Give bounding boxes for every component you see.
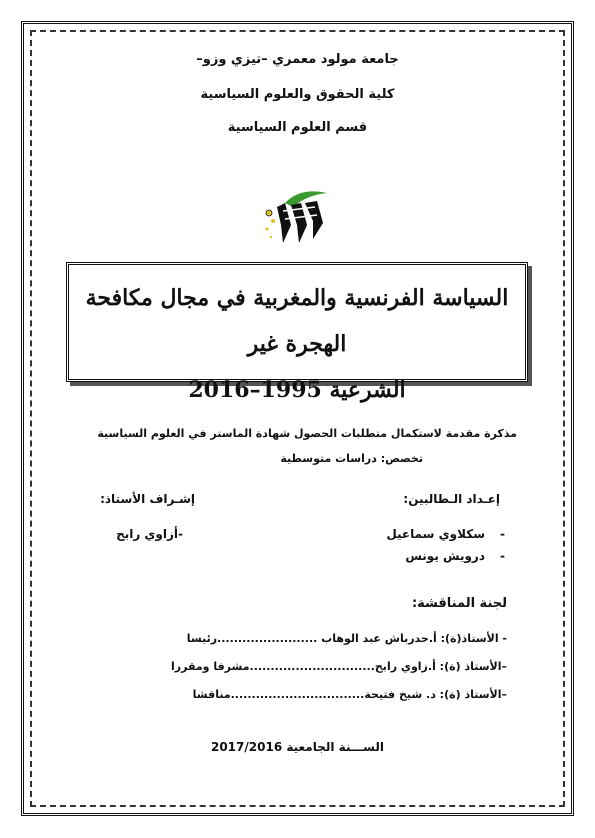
specialization: تخصص: دراسات متوسطية: [280, 452, 423, 465]
department-name: قسم العلوم السياسية: [227, 120, 368, 135]
university-logo: [255, 185, 335, 245]
thesis-title-line1: السياسة الفرنسية والمغربية في مجال مكافحة الهجرة غير: [85, 285, 509, 357]
thesis-title-box: [66, 262, 528, 403]
student-name-2: درويش يونس: [405, 549, 485, 563]
student-name-1: سكلاوي سماعيل: [386, 527, 485, 541]
committee-member-2: –الأستاذ (ة): أ.زاوي رابح..............................مشرفا ومقررا: [171, 660, 507, 673]
academic-year: الســـنة الجامعية 2017/2016: [210, 740, 384, 754]
student-bullet: -: [500, 527, 505, 541]
student-bullet: -: [500, 549, 505, 563]
supervisor-name: -أزاوي رابح: [116, 527, 183, 541]
thesis-title-line2: الشرعية 1995–2016: [188, 377, 406, 403]
students-label: إعـداد الـطالبين:: [403, 492, 500, 506]
faculty-name: كلية الحقوق والعلوم السياسية: [200, 87, 395, 102]
committee-member-3: –الأستاذ (ة): د. شيخ فتيحة................................مناقشا: [192, 688, 507, 701]
thesis-title: [69, 275, 525, 413]
memo-description: مذكرة مقدمة لاستكمال متطلبات الحصول شهادة الماستر في العلوم السياسية: [97, 427, 517, 440]
university-name: جامعة مولود معمري –تيزي وزو–: [196, 52, 399, 67]
committee-member-1: - الأستاذ(ة): أ.حدرباش عبد الوهاب ........................رئيسا: [186, 632, 507, 645]
supervisor-label: إشـراف الأستاذ:: [100, 492, 195, 506]
committee-title: لجنة المناقشة:: [411, 596, 507, 611]
